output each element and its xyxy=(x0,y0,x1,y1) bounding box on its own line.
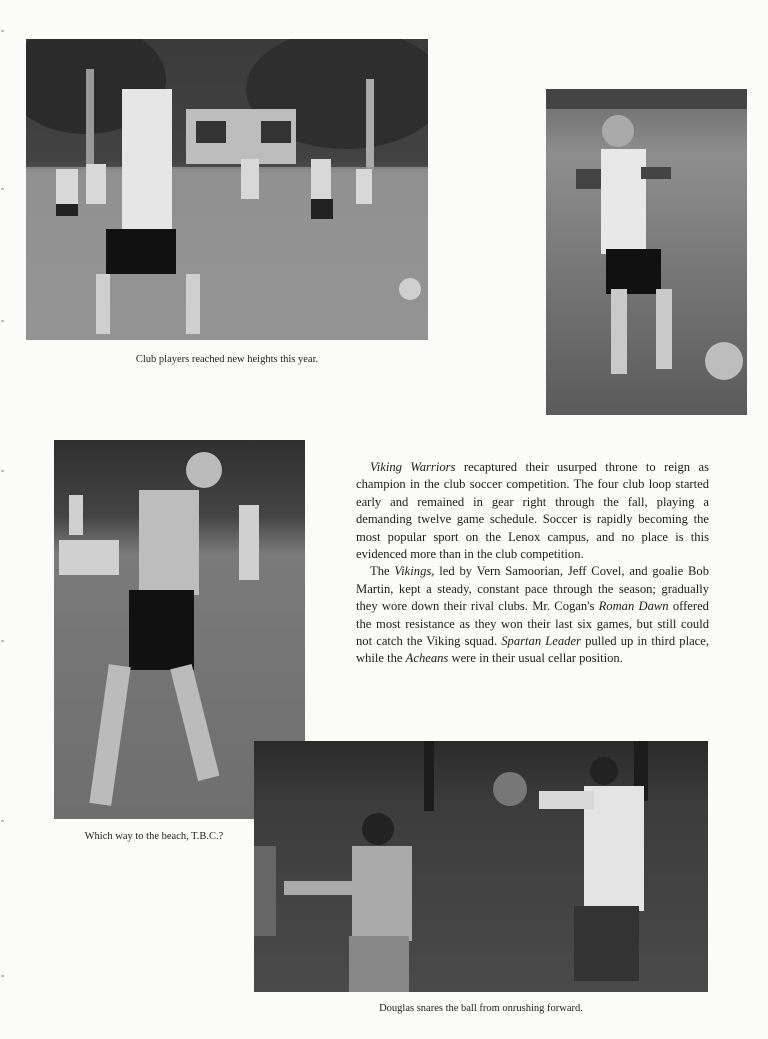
club-name: Spartan Leader xyxy=(501,634,581,649)
article-paragraph-2: The Vikings, led by Vern Samoorian, Jeff Covel, and goalie Bob Martin, kept a steady, constant pace through the season; gradually they wore down their rival clubs. Mr. Cogan's Roman Dawn offered the most resistance as they won their last six games, but still could not catch the Viking squad. Spartan Leader pulled up in third place, while the Acheans were in their usual cellar position. xyxy=(356,564,709,666)
article-text xyxy=(356,459,709,668)
caption-photo-club-players: Club players reached new heights this year. xyxy=(135,354,319,365)
photo-club-players-stretching xyxy=(26,39,428,340)
article-paragraph-1: Viking Warriors recaptured their usurped throne to reign as champion in the club soccer competition. The four club loop started early and remained in gear right through the fall, playing a demanding twelve game schedule. Soccer is rapidly becoming the most popular sport on the Lenox campus, and no place is this evidenced more than in the club competition. xyxy=(356,460,709,562)
club-name: Roman Dawn xyxy=(598,599,669,614)
club-name: Viking Warriors xyxy=(370,460,456,474)
page-binding-marks xyxy=(0,0,8,1039)
photo-player-kicking xyxy=(546,89,747,415)
caption-photo-walking-player: Which way to the beach, T.B.C.? xyxy=(84,831,224,842)
caption-photo-goalie: Douglas snares the ball from onrushing forward. xyxy=(379,1003,583,1014)
club-name: Vikings, xyxy=(394,564,435,579)
club-name: Acheans xyxy=(405,651,449,666)
photo-goalie-catching-ball xyxy=(254,741,708,992)
